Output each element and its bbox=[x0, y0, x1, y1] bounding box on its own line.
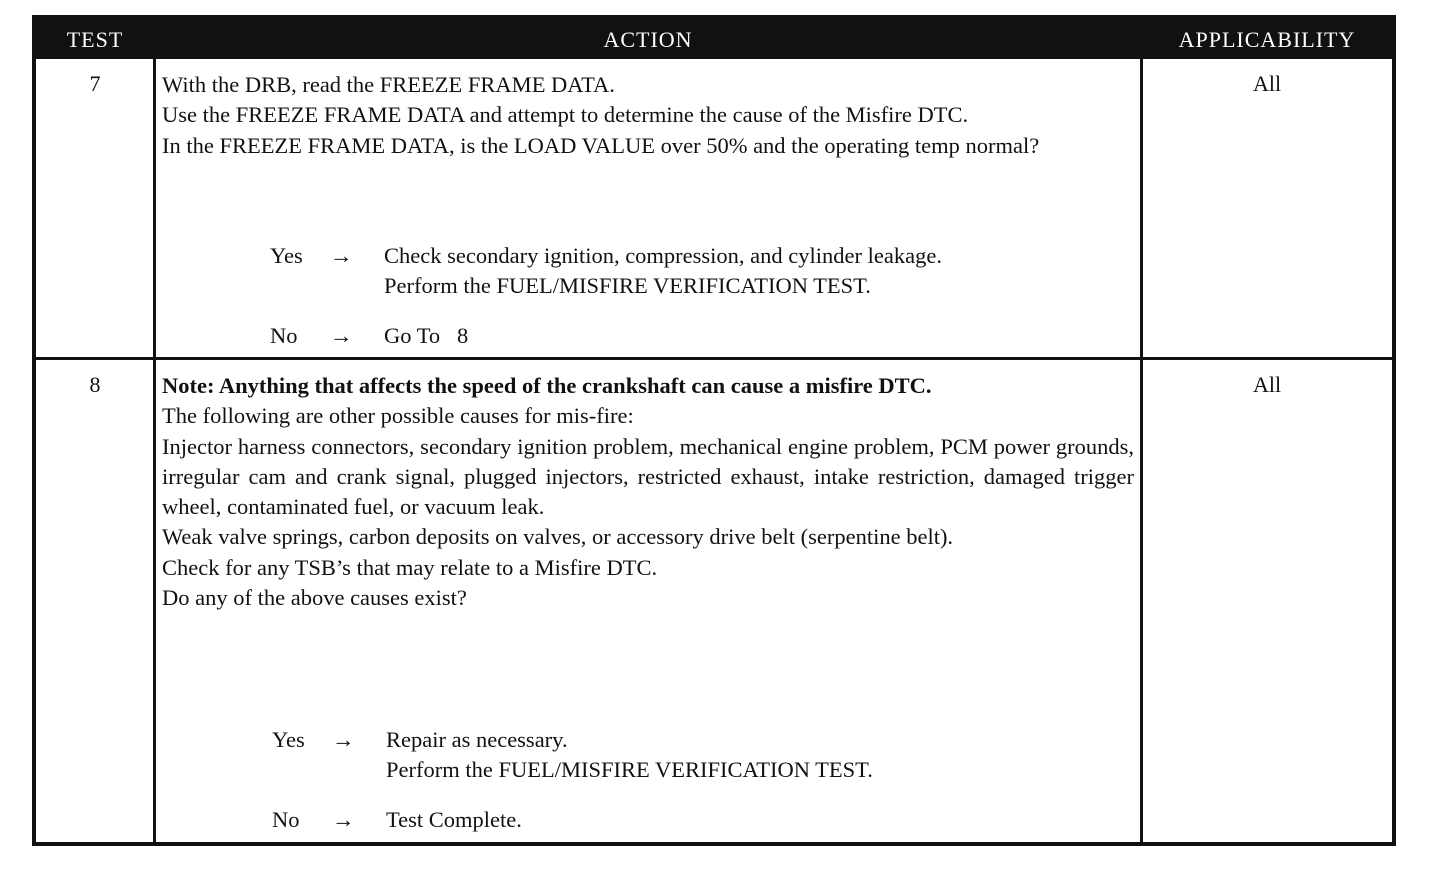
applicability-value: All bbox=[1252, 372, 1282, 397]
arrow-icon: → bbox=[332, 727, 355, 752]
test-number: 8 bbox=[89, 372, 101, 397]
header-action: ACTION bbox=[603, 27, 693, 52]
note-text: Note: Anything that affects the speed of the crankshaft can cause a misfire DTC. bbox=[162, 373, 932, 398]
arrow-icon: → bbox=[330, 322, 353, 348]
yes-line: Perform the FUEL/MISFIRE VERIFICATION TEST. bbox=[384, 273, 871, 299]
arrow-icon: → bbox=[332, 806, 355, 832]
applicability-value: All bbox=[1252, 71, 1282, 96]
yes-label: Yes bbox=[270, 243, 303, 268]
yes-label: Yes bbox=[272, 727, 305, 752]
column-divider-test bbox=[153, 59, 156, 842]
yes-line: Check secondary ignition, compression, and cylinder leakage. bbox=[384, 243, 942, 268]
row-divider bbox=[36, 357, 1392, 360]
yes-text bbox=[384, 241, 942, 302]
yes-line: Perform the FUEL/MISFIRE VERIFICATION TEST. bbox=[386, 757, 873, 783]
action-line: With the DRB, read the FREEZE FRAME DATA. bbox=[162, 72, 615, 97]
yes-answer bbox=[270, 241, 942, 302]
answer-block bbox=[270, 241, 942, 351]
table-header bbox=[36, 19, 1392, 59]
column-divider-applicability bbox=[1140, 59, 1143, 842]
no-text: Go To 8 bbox=[384, 322, 469, 348]
action-text bbox=[162, 371, 1134, 613]
no-label: No bbox=[270, 322, 298, 348]
yes-answer bbox=[272, 725, 873, 786]
yes-line: Repair as necessary. bbox=[386, 727, 568, 752]
no-answer bbox=[270, 321, 942, 351]
action-line: Check for any TSB’s that may relate to a Misfire DTC. bbox=[162, 554, 658, 580]
action-text bbox=[162, 70, 1134, 161]
action-line: Use the FREEZE FRAME DATA and attempt to determine the cause of the Misfire DTC. bbox=[162, 102, 969, 128]
yes-text bbox=[386, 725, 873, 786]
action-line: Do any of the above causes exist? bbox=[162, 585, 467, 611]
test-number: 7 bbox=[89, 71, 101, 96]
action-line: Injector harness connectors, secondary ignition problem, mechanical engine problem, PCM power grounds, irregular cam and crank signal, plugged injectors, restricted exhaust, intake restriction, damaged trigger wheel, contaminated fuel, or vacuum leak. bbox=[162, 433, 1134, 520]
answer-block bbox=[272, 725, 873, 835]
action-line: Weak valve springs, carbon deposits on valves, or accessory drive belt (serpentine belt). bbox=[162, 524, 954, 550]
diagnostic-table bbox=[32, 15, 1396, 846]
no-text: Test Complete. bbox=[386, 806, 522, 832]
header-applicability: APPLICABILITY bbox=[1178, 27, 1356, 52]
action-line: In the FREEZE FRAME DATA, is the LOAD VALUE over 50% and the operating temp normal? bbox=[162, 132, 1040, 158]
no-answer bbox=[272, 805, 873, 835]
arrow-icon: → bbox=[330, 243, 353, 268]
header-test: TEST bbox=[66, 27, 124, 52]
action-line: The following are other possible causes for mis-fire: bbox=[162, 403, 634, 429]
no-label: No bbox=[272, 806, 300, 832]
